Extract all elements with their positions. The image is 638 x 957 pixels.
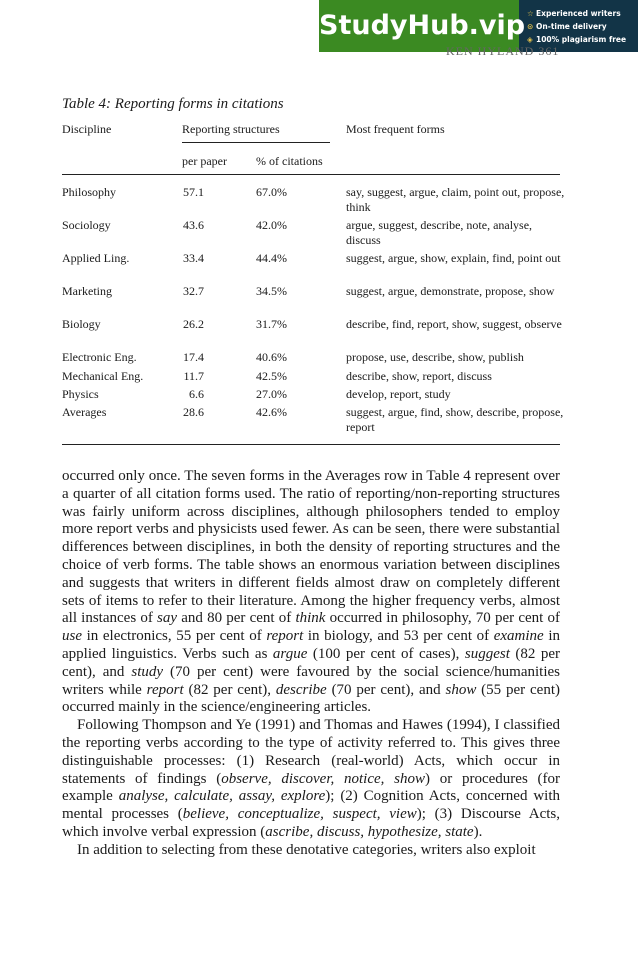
cell-per-paper: 11.7 — [183, 369, 204, 383]
cell-per-paper: 43.6 — [183, 218, 204, 232]
italic-term: examine — [493, 628, 544, 645]
text-run: (55 per cent) occurred mainly in the science/engineering articles. — [62, 681, 560, 716]
cell-discipline: Sociology — [62, 218, 111, 232]
text-run: in applied linguistics. Verbs such as — [62, 628, 560, 662]
italic-term: use — [62, 628, 82, 645]
italic-term: ascribe, discuss, hypothesize, state — [265, 823, 474, 840]
text-run: ). — [473, 823, 483, 840]
cell-pct-citations: 42.5% — [256, 369, 287, 383]
text-run: (82 per cent), — [183, 681, 276, 698]
text-run: (82 per cent), and — [62, 645, 560, 680]
cell-pct-citations: 44.4% — [256, 251, 287, 265]
italic-term: report — [266, 628, 304, 645]
cell-pct-citations: 40.6% — [256, 350, 287, 364]
cell-discipline: Averages — [62, 405, 107, 419]
cell-most-frequent-forms: suggest, argue, demonstrate, propose, show — [346, 284, 555, 298]
cell-pct-citations: 42.6% — [256, 405, 287, 419]
table-caption: Table 4: Reporting forms in citations — [62, 96, 284, 112]
text-run: ) or procedures (for example — [62, 770, 561, 805]
header-subrule — [182, 142, 330, 143]
body-text — [62, 468, 560, 860]
cell-discipline: Physics — [62, 387, 99, 401]
italic-term: show — [445, 681, 477, 698]
text-run: and 80 per cent of — [177, 610, 296, 627]
italic-term: think — [295, 610, 326, 627]
text-run: occurred in philosophy, 70 per cent of — [325, 610, 560, 627]
paragraph — [62, 717, 560, 842]
cell-per-paper: 26.2 — [183, 317, 204, 331]
paragraph — [62, 468, 560, 717]
cell-per-paper: 6.6 — [189, 387, 204, 401]
italic-term: observe, discover, notice, show — [221, 770, 425, 787]
text-run: (70 per cent) were favoured by the social science/humanities writers while — [62, 663, 560, 698]
cell-most-frequent-forms: develop, report, study — [346, 387, 451, 401]
cell-most-frequent-forms: describe, show, report, discuss — [346, 369, 492, 383]
italic-term: describe — [275, 681, 327, 698]
clock-icon: ⊙ — [527, 22, 534, 31]
header-most-frequent: Most frequent forms — [346, 122, 445, 136]
banner-feature: ☆ Experienced writers — [527, 9, 621, 18]
cell-most-frequent-forms: propose, use, describe, show, publish — [346, 350, 524, 364]
text-run: ); (3) Discourse Acts, which involve verbal expression ( — [62, 806, 560, 840]
cell-discipline: Mechanical Eng. — [62, 369, 144, 383]
text-run: (100 per cent of cases), — [307, 645, 465, 662]
italic-term: study — [131, 663, 164, 680]
text-run: In addition to selecting from these denotative categories, writers also exploit — [77, 841, 536, 858]
cell-most-frequent-forms: argue, suggest, describe, note, analyse, discuss — [346, 218, 533, 247]
paragraph — [62, 842, 560, 860]
cell-discipline: Applied Ling. — [62, 251, 130, 265]
cell-most-frequent-forms: say, suggest, argue, claim, point out, propose, think — [346, 185, 565, 214]
cell-most-frequent-forms: suggest, argue, find, show, describe, propose, report — [346, 405, 564, 434]
cell-per-paper: 32.7 — [183, 284, 204, 298]
cell-discipline: Biology — [62, 317, 101, 331]
text-run: ); (2) Cognition Acts, concerned with mental processes ( — [62, 788, 561, 823]
cell-per-paper: 28.6 — [183, 405, 204, 419]
shield-icon: ◈ — [527, 35, 533, 44]
banner-feature: ◈ 100% plagiarism free — [527, 35, 627, 44]
cell-pct-citations: 31.7% — [256, 317, 287, 331]
text-run: Following Thompson and Ye (1991) and Thomas and Hawes (1994), I classified the reporting verbs according to the type of activity referred to. This gives three distinguishable processes: (1) Research (real-world) Acts, which occur in statements of findings ( — [62, 717, 560, 787]
star-icon: ☆ — [527, 9, 534, 18]
cell-pct-citations: 67.0% — [256, 185, 287, 199]
cell-pct-citations: 34.5% — [256, 284, 287, 298]
italic-term: report — [146, 681, 184, 698]
cell-per-paper: 17.4 — [183, 350, 204, 364]
text-run: in biology, and 53 per cent of — [303, 628, 494, 645]
banner-logo[interactable]: StudyHub.vip — [319, 0, 519, 52]
header-discipline: Discipline — [62, 122, 112, 136]
header-per-paper: per paper — [182, 154, 227, 168]
cell-pct-citations: 27.0% — [256, 387, 287, 401]
header-pct-citations: % of citations — [256, 154, 323, 168]
italic-term: say — [157, 610, 178, 627]
cell-most-frequent-forms: suggest, argue, show, explain, find, point out — [346, 251, 561, 265]
italic-term: believe, conceptualize, suspect, view — [182, 806, 417, 823]
cell-per-paper: 33.4 — [183, 251, 204, 265]
cell-pct-citations: 42.0% — [256, 218, 287, 232]
cell-discipline: Marketing — [62, 284, 112, 298]
text-run: (70 per cent), and — [326, 681, 446, 698]
italic-term: analyse, calculate, assay, explore — [118, 788, 326, 805]
cell-per-paper: 57.1 — [183, 185, 204, 199]
cell-discipline: Electronic Eng. — [62, 350, 137, 364]
text-run: occurred only once. The seven forms in the Averages row in Table 4 represent over a quarter of all citation forms used. The ratio of reporting/non-reporting structures was fairly uniform across disciplines, although philosophers tended to employ more report verbs and physicists used fewer. As can be seen, there were substantial differences between disciplines, in both the density of reporting structures and the choice of verb forms. The table shows an enormous variation between disciplines and suggests that writers in different fields almost draw on completely different sets of items to refer to their literature. Among the higher frequency verbs, almost all instances of — [62, 468, 560, 627]
banner-features — [527, 7, 626, 46]
cell-most-frequent-forms: describe, find, report, show, suggest, observe — [346, 317, 562, 331]
text-run: in electronics, 55 per cent of — [82, 628, 267, 645]
table-bottom-rule — [62, 444, 560, 445]
banner-feature: ⊙ On-time delivery — [527, 22, 607, 31]
running-head: KEN HYLAND 361 — [446, 44, 560, 58]
header-reporting-structures: Reporting structures — [182, 122, 280, 136]
italic-term: suggest — [464, 645, 510, 662]
italic-term: argue — [272, 645, 308, 662]
cell-discipline: Philosophy — [62, 185, 117, 199]
header-rule — [62, 174, 560, 175]
